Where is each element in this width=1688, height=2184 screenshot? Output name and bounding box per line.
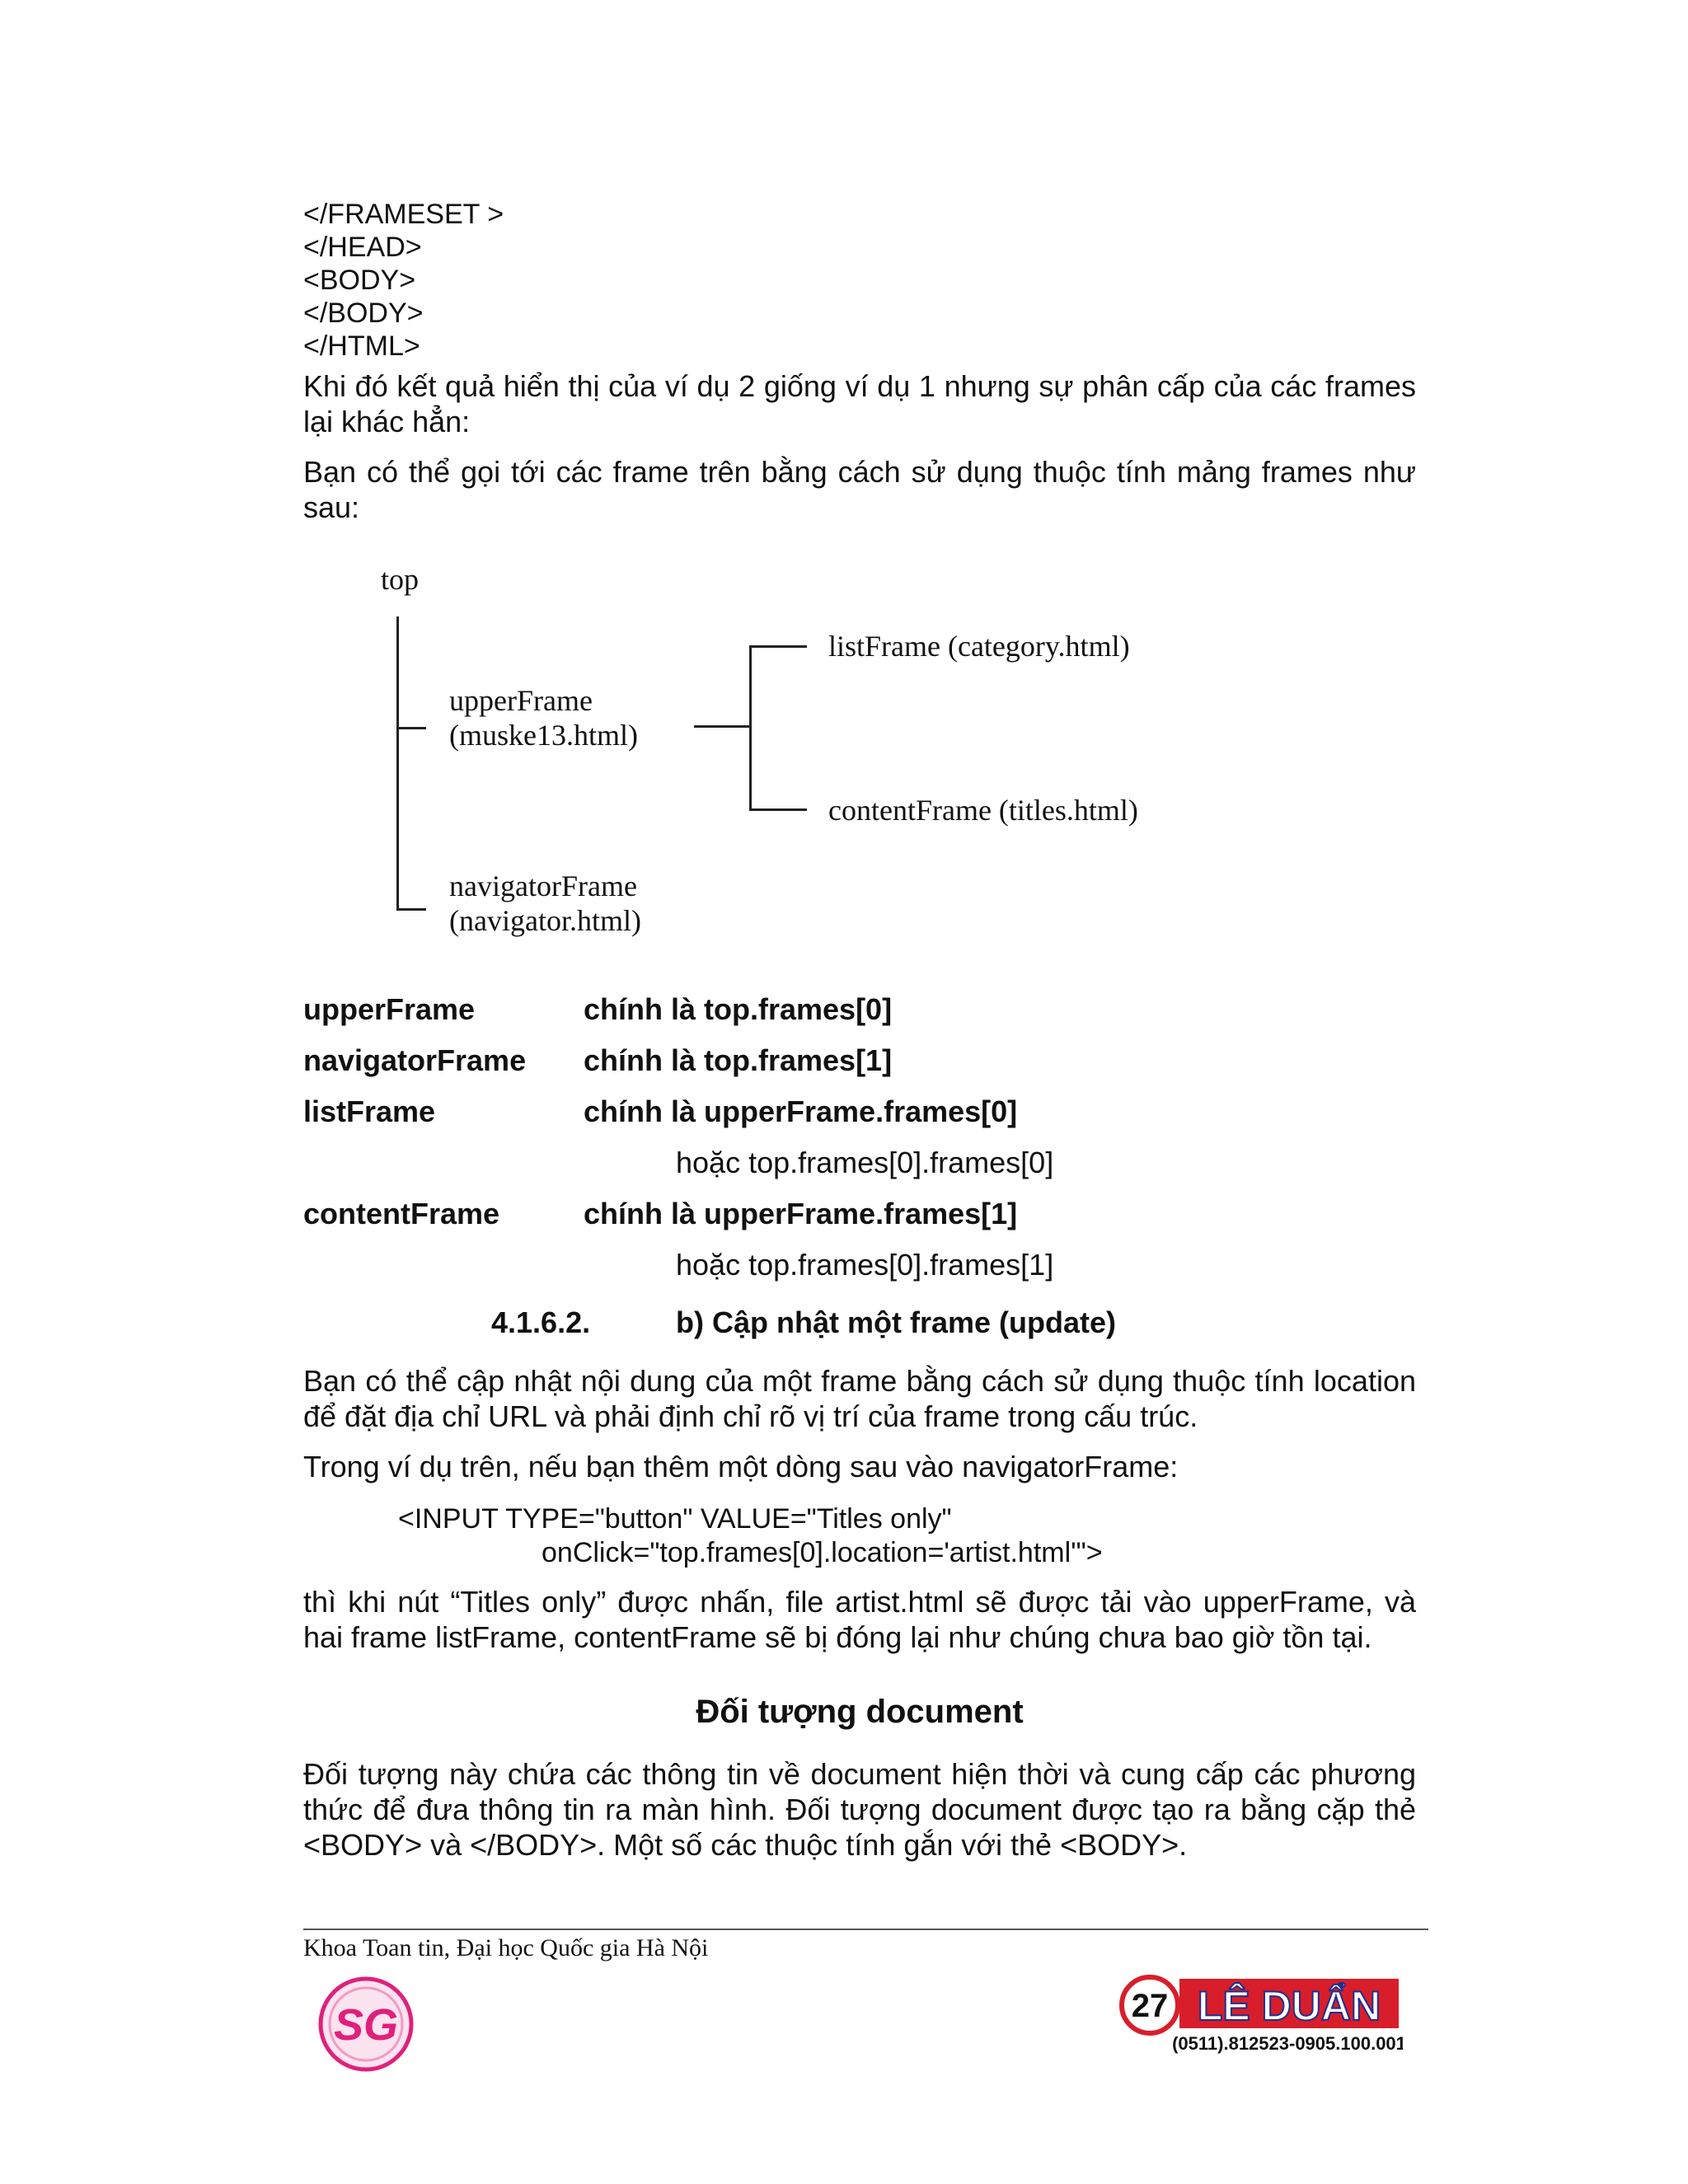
section-heading-document: Đối tượng document [696, 1694, 1024, 1730]
sg-logo [316, 1975, 415, 2073]
code-line: </HEAD> [303, 232, 422, 263]
le-duan-logo-number: 27 [1131, 1988, 1169, 2024]
le-duan-logo-phone: (0511).812523-0905.100.001 [1172, 2033, 1403, 2054]
tree-line-upper-branch [396, 727, 426, 729]
frame-reference-alt: hoặc top.frames[0].frames[0] [676, 1146, 1054, 1179]
tree-line-content-branch [749, 808, 807, 811]
le-duan-logo [1118, 1971, 1403, 2060]
le-duan-logo-name: LÊ DUẨN [1197, 1983, 1381, 2029]
tree-node-list-frame: listFrame (category.html) [828, 630, 1130, 663]
footer-divider [303, 1929, 1428, 1930]
tree-node-upper-file: (muske13.html) [449, 719, 638, 752]
tree-line-upper-connector [694, 725, 752, 728]
subsection-number: 4.1.6.2. [491, 1305, 591, 1339]
tree-node-navigator-frame: navigatorFrame [449, 869, 637, 902]
frame-name: listFrame [303, 1094, 436, 1128]
tree-line-nav-branch [396, 908, 426, 911]
paragraph-update: Bạn có thể cập nhật nội dung của một frame bằng cách sử dụng thuộc tính location để đặt địa chỉ URL và phải định chỉ rõ vị trí của frame trong cấu trúc. [303, 1364, 1416, 1433]
frame-name: navigatorFrame [303, 1043, 527, 1077]
frame-name: upperFrame [303, 992, 476, 1026]
code-block-top [303, 198, 504, 363]
code-line: </FRAMESET > [303, 199, 504, 230]
code-input-line-1: <INPUT TYPE="button" VALUE="Titles only" [398, 1503, 952, 1535]
tree-node-content-frame: contentFrame (titles.html) [828, 794, 1138, 827]
tree-node-upper-frame: upperFrame [449, 684, 593, 717]
frame-reference: chính là upperFrame.frames[0] [584, 1094, 1018, 1128]
tree-line-main-vertical [396, 616, 399, 910]
paragraph-result: Khi đó kết quả hiển thị của ví dụ 2 giống ví dụ 1 nhưng sự phân cấp của các frames lại khác hẳn: [303, 369, 1416, 438]
code-input-line-2: onClick="top.frames[0].location='artist.html'"> [542, 1537, 1103, 1568]
tree-node-navigator-file: (navigator.html) [449, 904, 641, 937]
sg-logo-letters: SG [333, 2000, 399, 2050]
frame-reference: chính là top.frames[1] [584, 1043, 893, 1077]
tree-node-top: top [381, 563, 420, 596]
frame-reference: chính là top.frames[0] [584, 992, 893, 1026]
footer-text: Khoa Toan tin, Đại học Quốc gia Hà Nội [303, 1934, 709, 1961]
subsection-title: b) Cập nhật một frame (update) [676, 1305, 1117, 1339]
tree-line-sub-vertical [749, 645, 752, 810]
tree-line-list-branch [749, 645, 807, 648]
frame-name: contentFrame [303, 1197, 500, 1230]
sg-logo-graphic [316, 1975, 415, 2073]
paragraph-frames-array: Bạn có thể gọi tới các frame trên bằng cách sử dụng thuộc tính mảng frames như sau: [303, 455, 1416, 524]
paragraph-titles-only: thì khi nút “Titles only” được nhấn, file artist.html sẽ được tải vào upperFrame, và hai frame listFrame, contentFrame sẽ bị đóng lại như chúng chưa bao giờ tồn tại. [303, 1585, 1416, 1654]
paragraph-example: Trong ví dụ trên, nếu bạn thêm một dòng sau vào navigatorFrame: [303, 1450, 1179, 1483]
code-line: <BODY> [303, 265, 416, 296]
code-line: </HTML> [303, 330, 420, 362]
frame-reference: chính là upperFrame.frames[1] [584, 1197, 1018, 1230]
paragraph-document-object: Đối tượng này chứa các thông tin về document hiện thời và cung cấp các phương thức để đưa thông tin ra màn hình. Đối tượng document được tạo ra bằng cặp thẻ <BODY> và </BODY>. Một số các thuộc tính gắn với thẻ <BODY>. [303, 1757, 1416, 1862]
frame-reference-alt: hoặc top.frames[0].frames[1] [676, 1248, 1054, 1282]
le-duan-logo-graphic [1118, 1971, 1403, 2060]
code-line: </BODY> [303, 298, 424, 329]
